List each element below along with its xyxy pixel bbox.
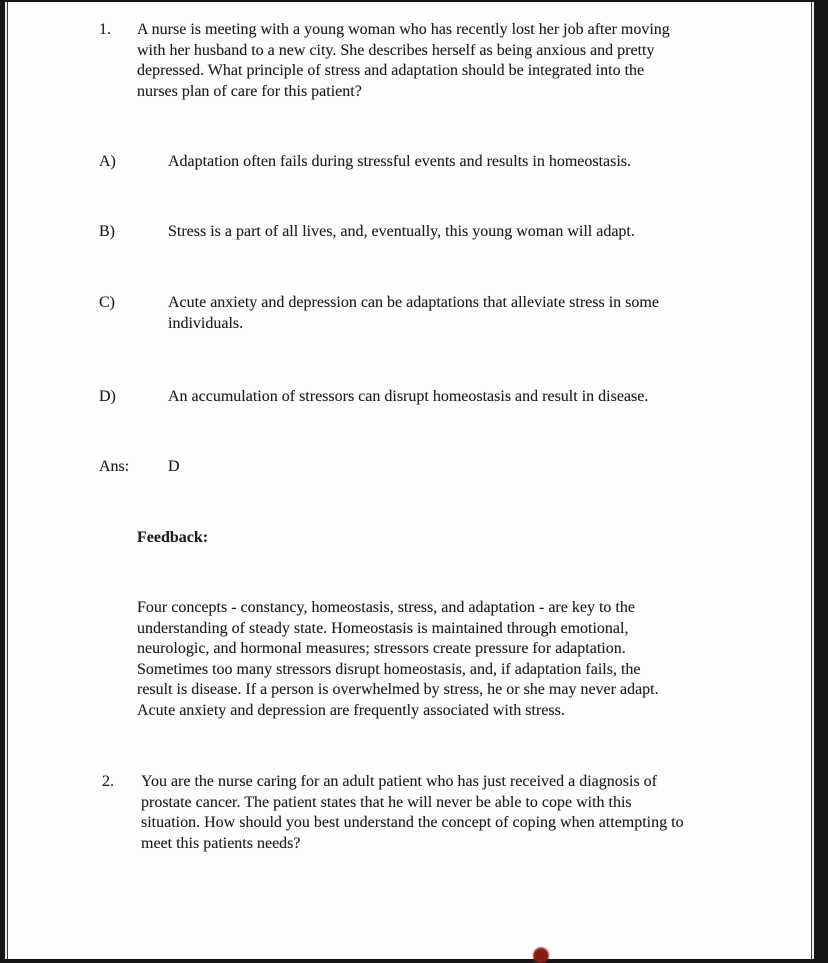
question-text-line: You are the nurse caring for an adult patient who has just received a diagnosis of [141,773,658,790]
feedback-text-line: Acute anxiety and depression are frequently associated with stress. [137,701,565,719]
feedback-text-line: result is disease. If a person is overwhelmed by stress, he or she may never adapt. [137,681,659,698]
option-letter: B) [99,223,115,240]
question-text-line: nurses plan of care for this patient? [137,82,362,100]
option-text-line: individuals. [168,314,244,332]
option-text-line: An accumulation of stressors can disrupt homeostasis and result in disease. [168,388,649,405]
option-text-line: Stress is a part of all lives, and, eventually, this young woman will adapt. [168,223,635,240]
question-number: 2. [102,773,114,790]
option-text [168,387,648,408]
question-number: 1. [99,21,111,38]
option-letter: C) [99,294,115,311]
option-letter: A) [99,153,116,170]
question-text-line: situation. How should you best understand the concept of coping when attempting to [141,814,684,831]
question-text-line: with her husband to a new city. She describes herself as being anxious and pretty [137,41,655,59]
option-text-line: Acute anxiety and depression can be adaptations that alleviate stress in some [168,294,659,311]
answer-value: D [168,458,180,475]
question-text-line: depressed. What principle of stress and adaptation should be integrated into the [137,62,645,79]
question-text-line: A nurse is meeting with a young woman who has recently lost her job after moving [137,21,670,38]
option-letter: D) [99,388,116,405]
feedback-text-line: neurologic, and hormonal measures; stressors create pressure for adaptation. [137,640,626,657]
feedback-paragraph [137,598,659,721]
option-text [168,152,631,173]
red-ink-mark [533,947,549,963]
question-text-line: meet this patients needs? [141,834,301,852]
feedback-heading: Feedback: [137,529,209,546]
question-text-line: prostate cancer. The patient states that he will never be able to cope with this [141,793,632,811]
feedback-text-line: Sometimes too many stressors disrupt homeostasis, and, if adaptation fails, the [137,660,641,678]
option-text [168,293,659,334]
feedback-text-line: Four concepts - constancy, homeostasis, stress, and adaptation - are key to the [137,599,635,616]
answer-label: Ans: [99,458,130,475]
feedback-text-line: understanding of steady state. Homeostasis is maintained through emotional, [137,619,629,637]
option-text-line: Adaptation often fails during stressful events and results in homeostasis. [168,153,632,170]
question-text [141,772,684,854]
question-text [137,20,670,102]
option-text [168,222,635,243]
